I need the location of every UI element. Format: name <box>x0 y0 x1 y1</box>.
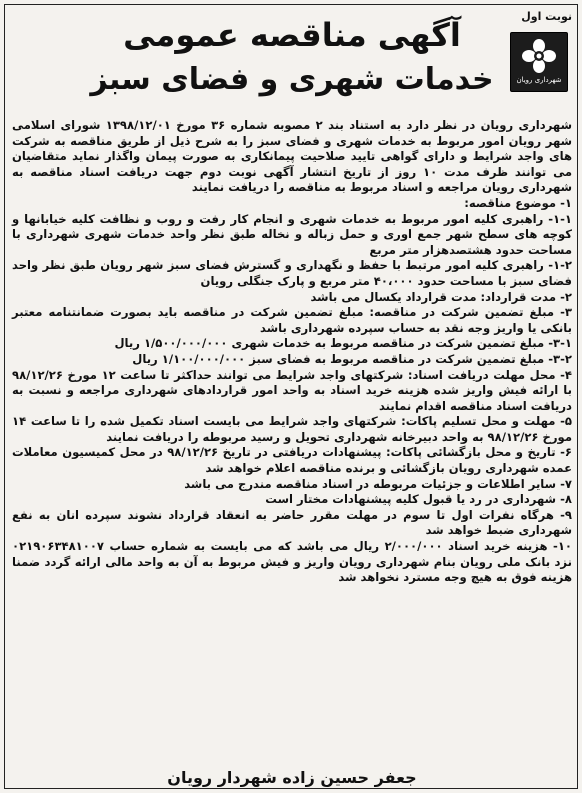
item-1-1: ۱-۱- راهبری کلیه امور مربوط به خدمات شهری و انجام کار رفت و روب و نظافت کلیه خیابانها و کوچه های سطح شهر جمع اوری و حمل زباله و نخاله طبق نظر واحد خدمات شهری شهرداری با مساحت حدود هشتصدهزار متر مربع <box>12 211 572 257</box>
item-7: ۷- سایر اطلاعات و جزئیات مربوطه در اسناد مناقصه مندرج می باشد <box>184 476 572 491</box>
item-10: ۱۰- هزینه خرید اسناد ۲/۰۰۰/۰۰۰ ریال می باشد که می بایست به شماره حساب ۰۲۱۹۰۶۳۴۸۱۰۰۷ نزد بانک ملی رویان بنام شهرداری رویان واریز و فیش مربوط به آن به واحد مالی ارائه گردد ضمنا هزینه فوق به هیچ وجه مسترد نخواهد شد <box>12 539 572 585</box>
notice-round-label: نوبت اول <box>521 10 572 23</box>
item-3-2: ۳-۲- مبلغ تضمین شرکت در مناقصه مربوط به فضای سبز ۱/۱۰۰/۰۰۰/۰۰۰ ریال <box>132 351 572 366</box>
item-9: ۹- هرگاه نفرات اول تا سوم در مهلت مقرر حاضر به انعقاد قرارداد نشوند سپرده انان به نفع شهرداری ضبط خواهد شد <box>12 507 572 538</box>
logo-caption: شهرداری رویان <box>516 76 562 84</box>
item-1-2: ۱-۲- راهبری کلیه امور مرتبط با حفظ و نگهداری و گسترش فضای سبز شهر رویان طبق نظر واحد فضای سبز با مساحت حدود ۴۰،۰۰۰ متر مربع و پارک جنگلی رویان <box>12 258 572 288</box>
mayor-signature: جعفر حسین زاده شهردار رویان <box>167 768 417 787</box>
item-5: ۵- مهلت و محل تسلیم پاکات: شرکتهای واجد شرایط می بایست اسناد تکمیل شده را تا ساعت ۱۴ مورخ ۹۸/۱۲/۲۶ به واحد دبیرخانه شهرداری تحویل و رسید مربوطه را دریافت نمایند <box>12 414 572 444</box>
notice-content <box>12 10 572 787</box>
item-2: ۲- مدت قرارداد: مدت قرارداد یکسال می باشد <box>310 289 572 304</box>
notice-subtitle: خدمات شهری و فضای سبز <box>90 62 494 97</box>
item-1: ۱- موضوع مناقصه: <box>464 195 572 210</box>
item-3-1: ۳-۱- مبلغ تضمین شرکت در مناقصه مربوط به خدمات شهری ۱/۵۰۰/۰۰۰/۰۰۰ ریال <box>114 336 572 351</box>
item-6: ۶- تاریخ و محل بازگشائی پاکات: پیشنهادات دریافتی در تاریخ ۹۸/۱۲/۲۶ در محل کمیسیون معاملات عمده شهرداری رویان بازگشائی و برنده مناقصه اعلام خواهد شد <box>12 445 572 476</box>
notice-body <box>12 118 572 586</box>
item-3: ۳- مبلغ تضمین شرکت در مناقصه: مبلغ تضمین شرکت در مناقصه باید بصورت ضمانتنامه معتبر بانکی یا واریز وجه نقد به حساب سپرده شهرداری باشد <box>12 305 572 335</box>
intro-paragraph: شهرداری رویان در نظر دارد به استناد بند ۲ مصوبه شماره ۳۶ مورخ ۱۳۹۸/۱۲/۰۱ شورای اسلامی شهر رویان امور مربوط به خدمات شهری و فضای سبز را به شرح ذیل از طریق مناقصه به شرکت های واجد شرایط و دارای گواهی تایید صلاحیت پیمانکاری به صورت پیمان واگذار نماید متقاضیان می توانند ظرف مدت ۱۰ روز از تاریخ انتشار آگهی نوبت دوم جهت دریافت اسناد مناقصه به شهرداری رویان مراجعه و اسناد مربوط به مناقصه را دریافت نمایند <box>12 118 572 195</box>
notice-title: آگهی مناقصه عمومی <box>123 16 461 54</box>
item-8: ۸- شهرداری در رد یا قبول کلیه پیشنهادات مختار است <box>265 492 572 507</box>
item-4: ۴- محل مهلت دریافت اسناد: شرکتهای واجد شرایط می توانند حداکثر تا ساعت ۱۲ مورخ ۹۸/۱۲/۲۶ با ارائه فیش واریز شده هزینه خرید اسناد به واحد امور قراردادهای شهرداری مراجعه و نسبت به دریافت اسناد مناقصه اقدام نمایند <box>12 367 572 413</box>
